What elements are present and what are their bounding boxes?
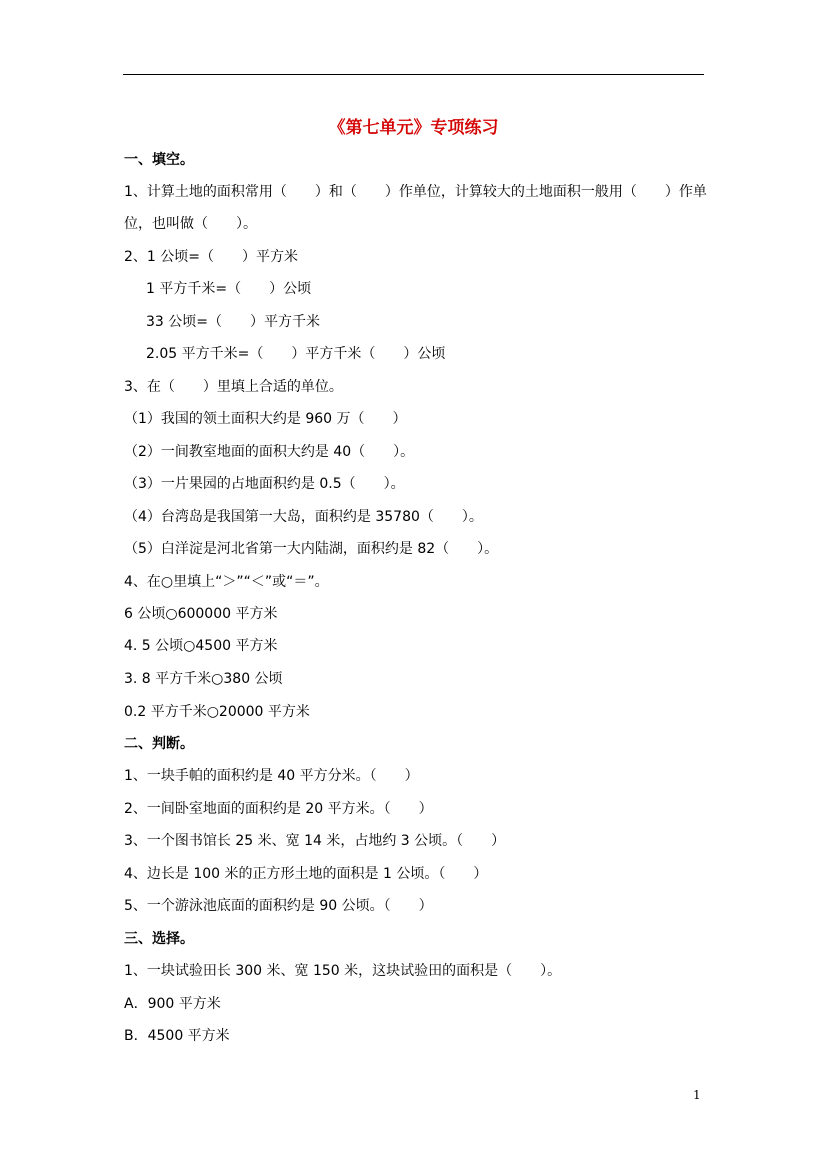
worksheet-title: 《第七单元》专项练习 xyxy=(328,118,499,138)
question-3-item-4: （4）台湾岛是我国第一大岛，面积约是 35780（ ）。 xyxy=(124,509,483,525)
judgement-item-4: 4、边长是 100 米的正方形土地的面积是 1 公顷。（ ） xyxy=(124,866,488,882)
judgement-item-3: 3、一个图书馆长 25 米、宽 14 米，占地约 3 公顷。（ ） xyxy=(124,833,506,849)
choice-question-1: 1、一块试验田长 300 米、宽 150 米，这块试验田的面积是（ ）。 xyxy=(124,963,562,979)
section-judgement-heading: 二、判断。 xyxy=(124,736,194,752)
question-3-line-1: 3、在（ ）里填上合适的单位。 xyxy=(124,379,343,395)
header-rule xyxy=(123,74,704,75)
judgement-item-2: 2、一间卧室地面的面积约是 20 平方米。（ ） xyxy=(124,801,433,817)
choice-option-a: A．900 平方米 xyxy=(124,996,221,1012)
question-4-item-1: 6 公顷○600000 平方米 xyxy=(124,606,278,622)
question-3-item-1: （1）我国的领土面积大约是 960 万（ ） xyxy=(124,411,407,427)
question-2-line-3: 33 公顷=（ ）平方千米 xyxy=(146,314,320,330)
choice-option-b: B．4500 平方米 xyxy=(124,1028,230,1044)
question-4-item-3: 3. 8 平方千米○380 公顷 xyxy=(124,671,283,687)
question-3-item-2: （2）一间教室地面的面积大约是 40（ ）。 xyxy=(124,444,415,460)
question-2-line-4: 2.05 平方千米=（ ）平方千米（ ）公顷 xyxy=(146,346,446,362)
page-number: 1 xyxy=(693,1088,701,1102)
question-3-item-3: （3）一片果园的占地面积约是 0.5（ ）。 xyxy=(124,476,405,492)
question-4-line-1: 4、在○里填上“＞”“＜”或“＝”。 xyxy=(124,574,329,590)
question-2-line-2: 1 平方千米=（ ）公顷 xyxy=(146,281,312,297)
question-1-line-2: 位，也叫做（ ）。 xyxy=(124,216,257,232)
question-2-line-1: 2、1 公顷=（ ）平方米 xyxy=(124,249,298,265)
judgement-item-5: 5、一个游泳池底面的面积约是 90 公顷。（ ） xyxy=(124,898,433,914)
question-4-item-4: 0.2 平方千米○20000 平方米 xyxy=(124,704,310,720)
question-3-item-5: （5）白洋淀是河北省第一大内陆湖，面积约是 82（ ）。 xyxy=(124,541,499,557)
question-4-item-2: 4. 5 公顷○4500 平方米 xyxy=(124,638,278,654)
section-choice-heading: 三、选择。 xyxy=(124,931,194,947)
section-fill-in-heading: 一、填空。 xyxy=(124,152,194,168)
question-1-line-1: 1、计算土地的面积常用（ ）和（ ）作单位，计算较大的土地面积一般用（ ）作单 xyxy=(124,184,707,200)
judgement-item-1: 1、一块手帕的面积约是 40 平方分米。（ ） xyxy=(124,768,419,784)
